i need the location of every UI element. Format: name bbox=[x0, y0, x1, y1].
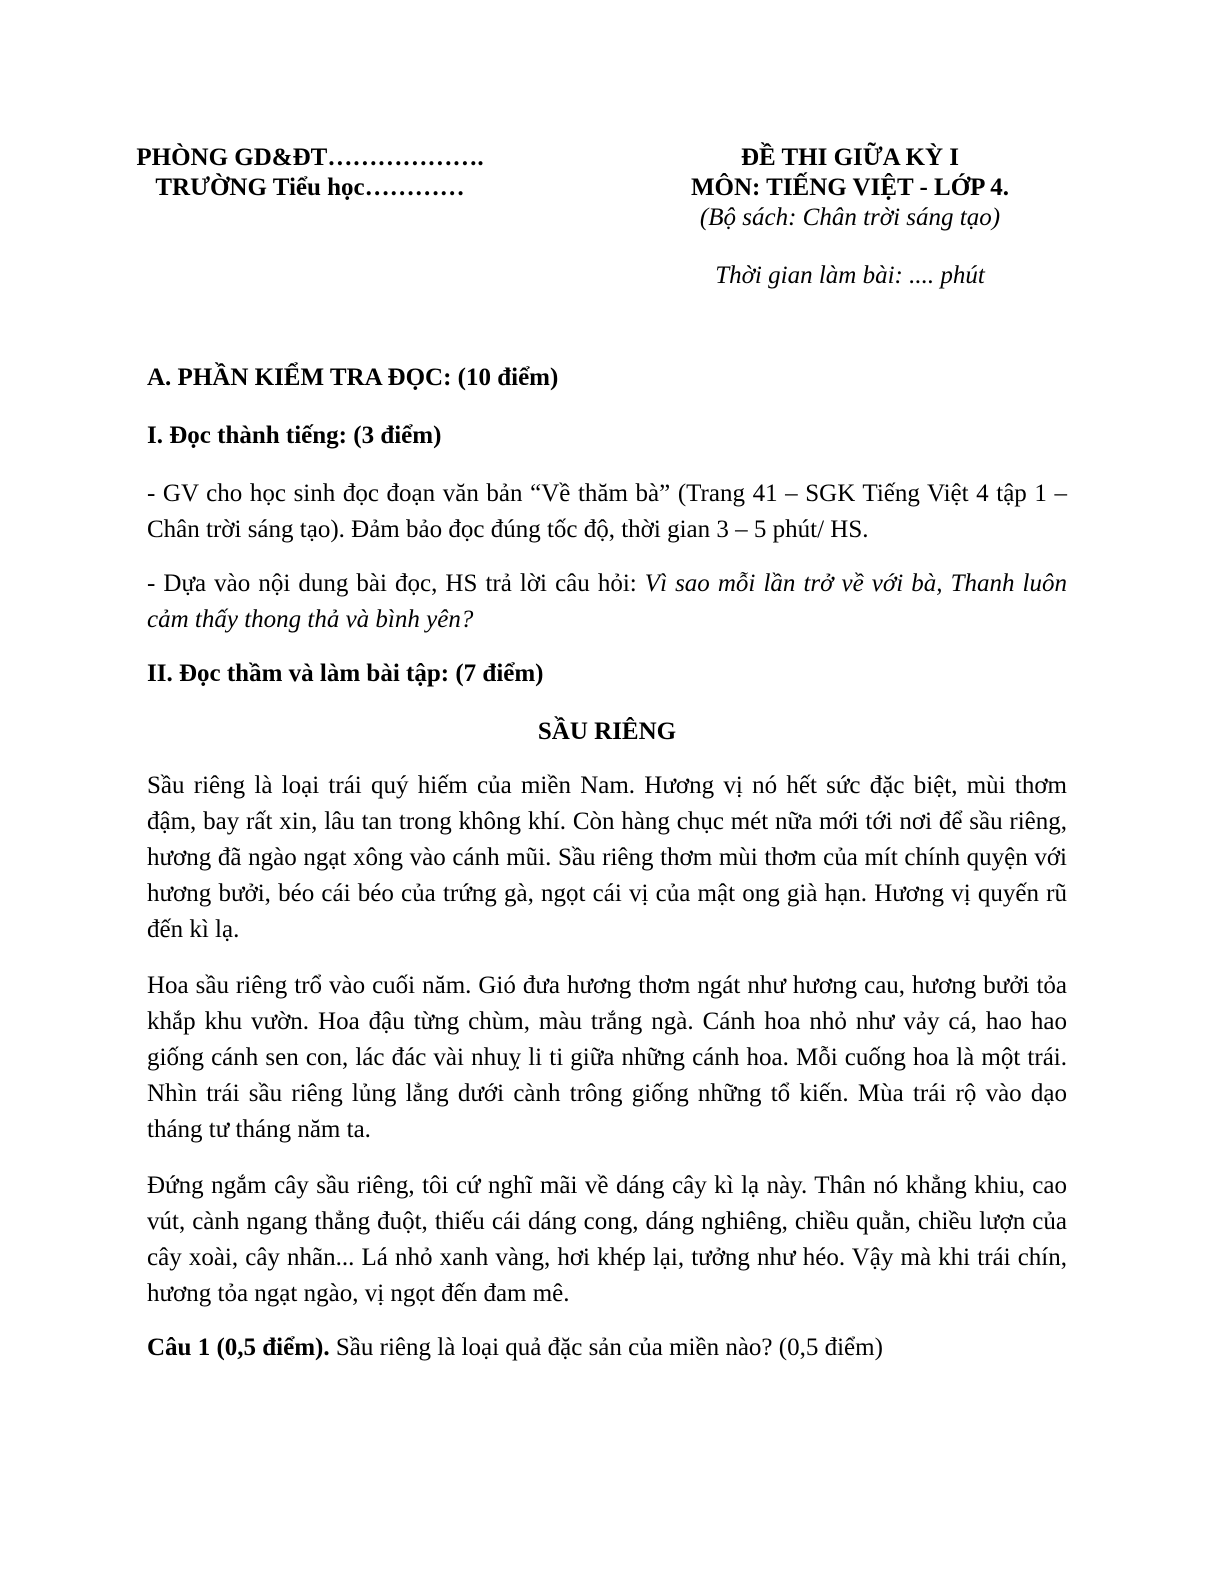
school-line: TRƯỜNG Tiểu học………… bbox=[155, 174, 465, 201]
question-1-text: Sầu riêng là loại quả đặc sản của miền nào? (0,5 điểm) bbox=[329, 1334, 883, 1361]
story-title: SẦU RIÊNG bbox=[537, 718, 677, 745]
book-line: (Bộ sách: Chân trời sáng tạo) bbox=[699, 204, 1001, 231]
part1-question-paragraph bbox=[147, 566, 1067, 638]
question-1 bbox=[147, 1330, 1067, 1366]
section-a-title: A. PHẦN KIỂM TRA ĐỌC: (10 điểm) bbox=[147, 364, 559, 391]
subject-line: MÔN: TIẾNG VIỆT - LỚP 4. bbox=[690, 174, 1010, 201]
exam-title: ĐỀ THI GIỮA KỲ I bbox=[740, 144, 960, 171]
question-1-label: Câu 1 (0,5 điểm). bbox=[147, 1334, 330, 1361]
header-right-block bbox=[600, 143, 1100, 291]
story-paragraph-2: Hoa sầu riêng trổ vào cuối năm. Gió đưa hương thơm ngát như hương cau, hương bưởi tỏa khắp khu vườn. Hoa đậu từng chùm, màu trắng ngà. Cánh hoa nhỏ như vảy cá, hao hao giống cánh sen con, lác đác vài nhuỵ li ti giữa những cánh hoa. Mỗi cuống hoa là một trái. Nhìn trái sầu riêng lủng lẳng dưới cành trông giống những tổ kiến. Mùa trái rộ vào dạo tháng tư tháng năm ta. bbox=[147, 972, 1067, 1143]
time-line: Thời gian làm bài: .... phút bbox=[715, 262, 985, 289]
story-paragraph-1: Sầu riêng là loại trái quý hiếm của miền Nam. Hương vị nó hết sức đặc biệt, mùi thơm đậm, bay rất xin, lâu tan trong không khí. Còn hàng chục mét nữa mới tới nơi để sầu riêng, hương đã ngào ngạt xông vào cánh mũi. Sầu riêng thơm mùi thơm của mít chính quyện với hương bưởi, béo cái béo của trứng gà, ngọt cái vị của mật ong già hạn. Hương vị quyến rũ đến kì lạ. bbox=[147, 772, 1067, 943]
part2-title: II. Đọc thầm và làm bài tập: (7 điểm) bbox=[147, 660, 544, 687]
story-paragraph-3: Đứng ngắm cây sầu riêng, tôi cứ nghĩ mãi về dáng cây kì lạ này. Thân nó khẳng khiu, cao vút, cành ngang thẳng đuột, thiếu cái dáng cong, dáng nghiêng, chiều quằn, chiều lượn của cây xoài, cây nhãn... Lá nhỏ xanh vàng, hơi khép lại, tưởng như héo. Vậy mà khi trái chín, hương tỏa ngạt ngào, vị ngọt đến đam mê. bbox=[147, 1172, 1067, 1307]
part1-question-text: Vì sao mỗi lần trở về với bà, Thanh luôn cảm thấy thong thả và bình yên? bbox=[147, 570, 1067, 633]
header-left-block bbox=[60, 143, 560, 203]
exam-body bbox=[147, 360, 1067, 1366]
part1-question-lead: - Dựa vào nội dung bài đọc, HS trả lời câu hỏi: bbox=[147, 570, 645, 597]
document-header bbox=[0, 143, 1224, 303]
department-line: PHÒNG GD&ĐT………………. bbox=[136, 144, 484, 171]
part1-instruction: - GV cho học sinh đọc đoạn văn bản “Về thăm bà” (Trang 41 – SGK Tiếng Việt 4 tập 1 – Chân trời sáng tạo). Đảm bảo đọc đúng tốc độ, thời gian 3 – 5 phút/ HS. bbox=[147, 480, 1067, 543]
part1-title: I. Đọc thành tiếng: (3 điểm) bbox=[147, 422, 442, 449]
